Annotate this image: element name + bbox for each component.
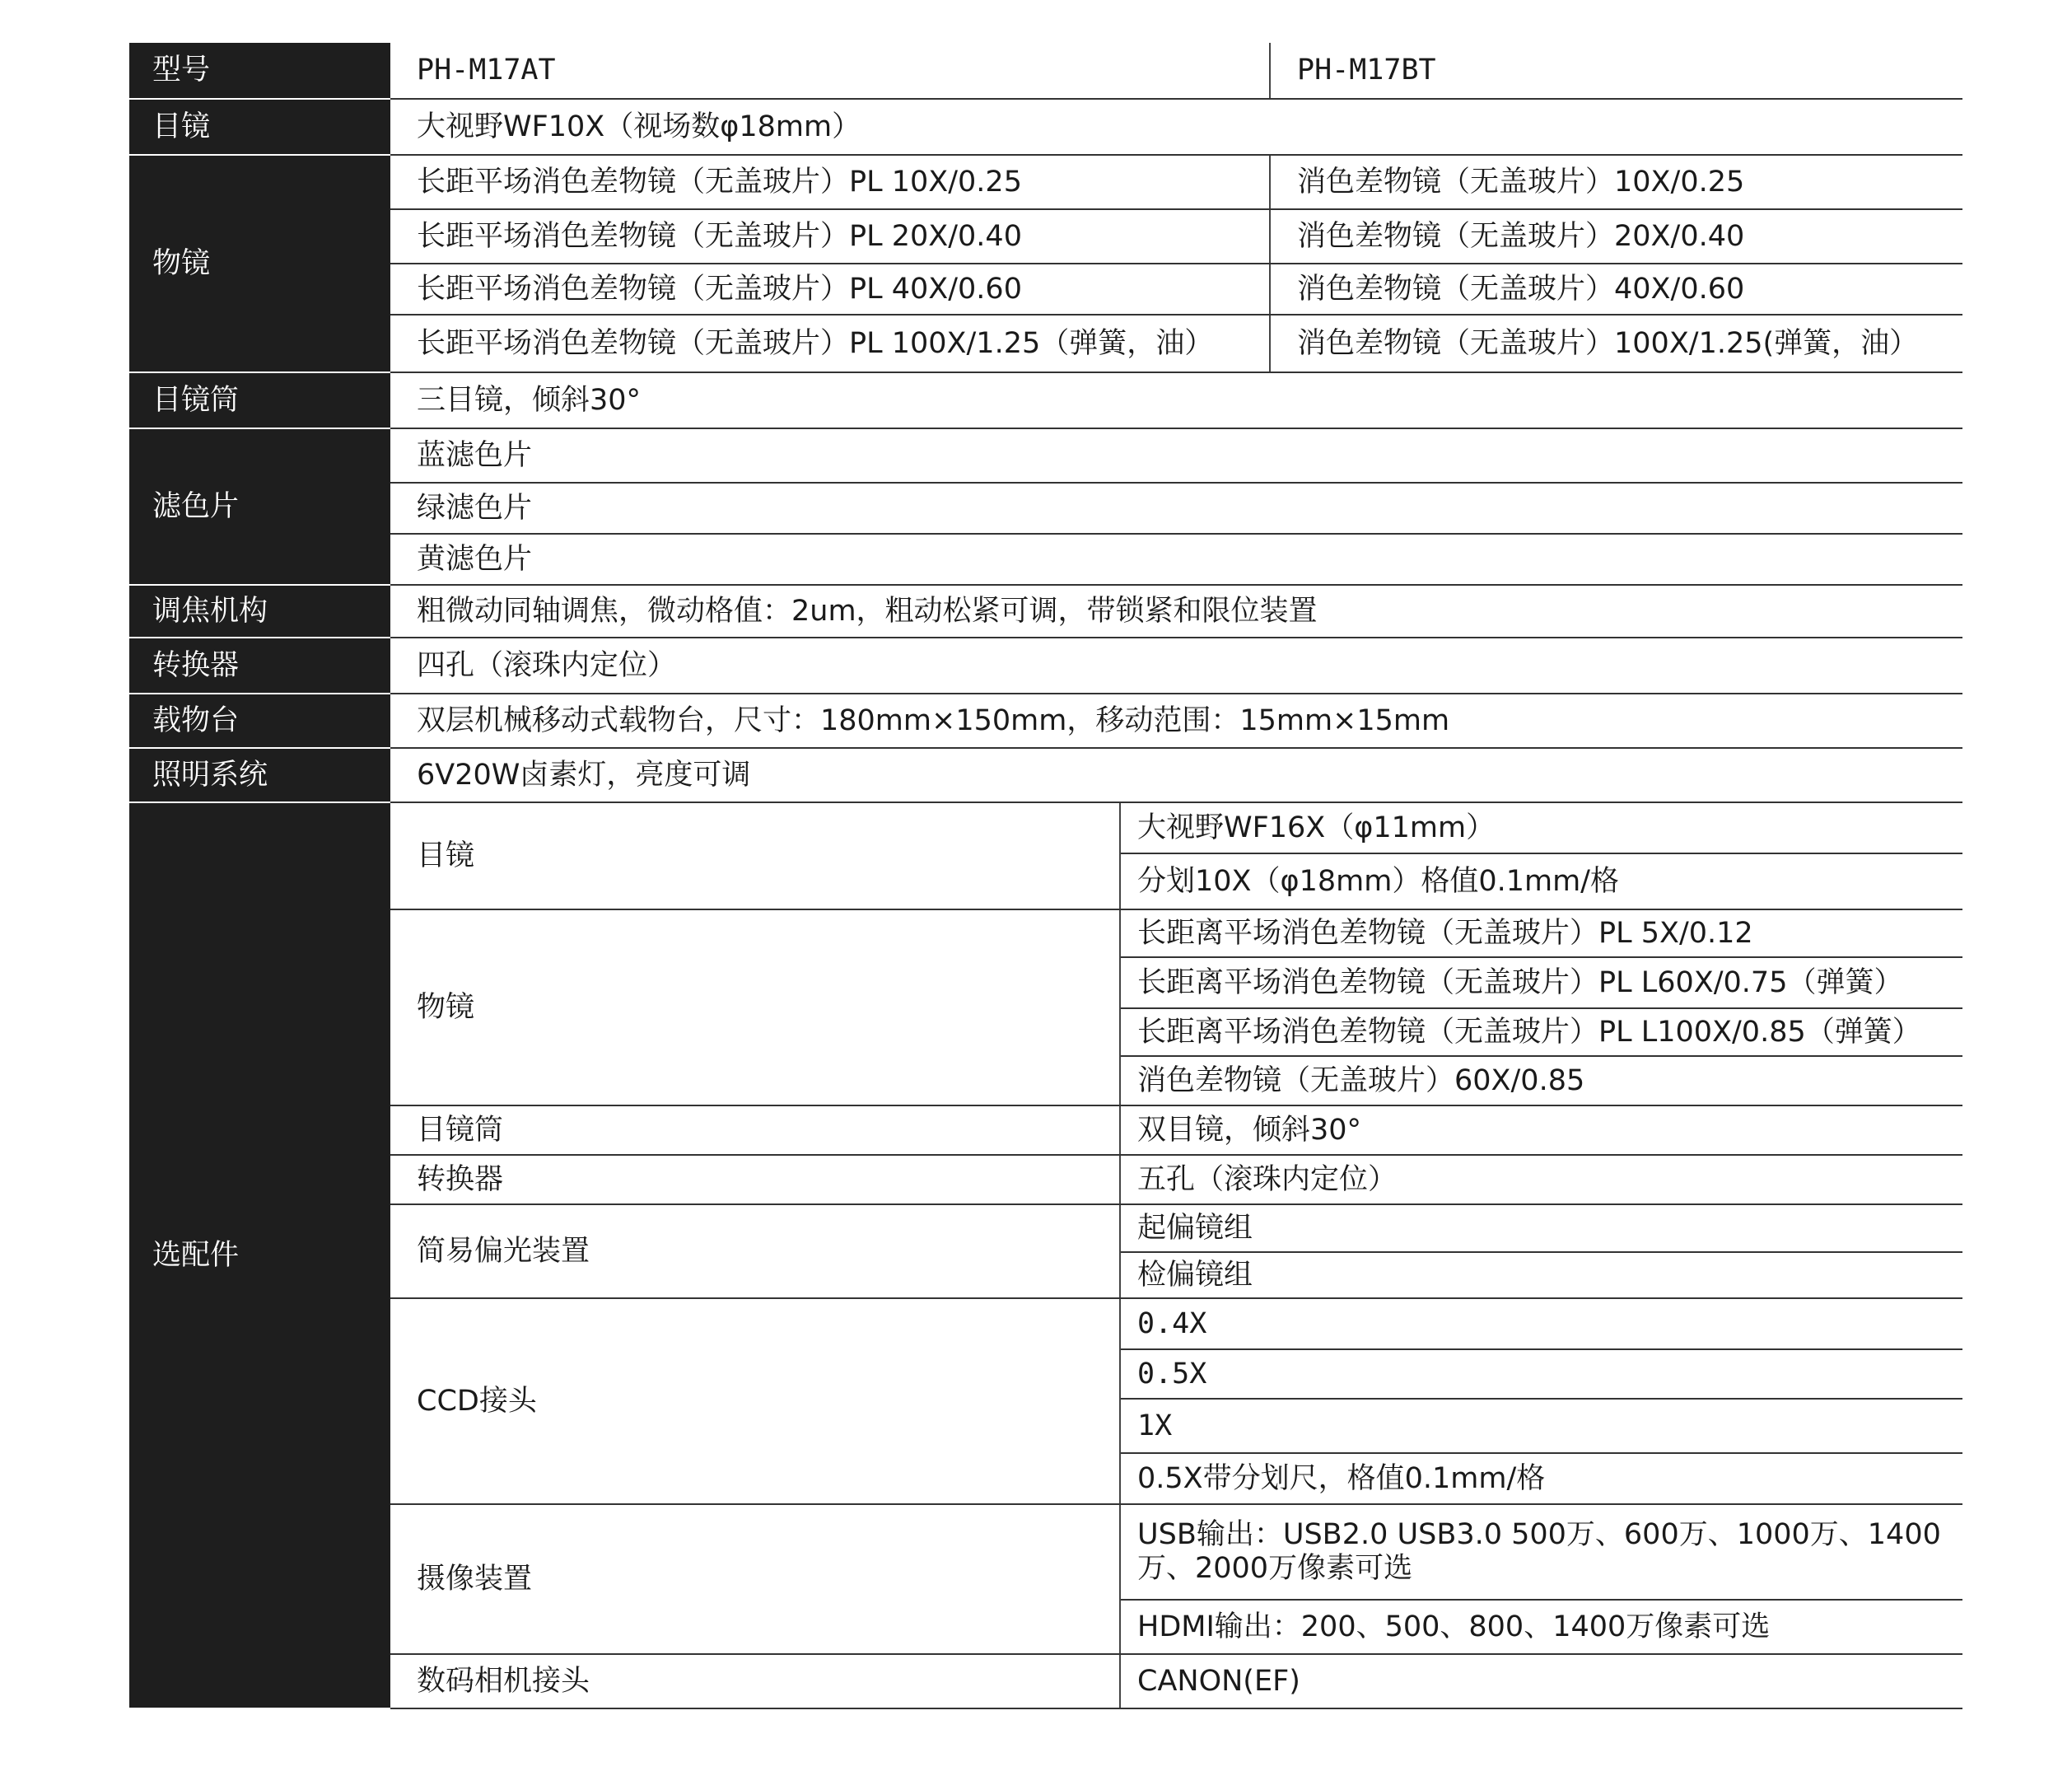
filter-value: 绿滤色片 — [390, 483, 1962, 534]
row-objective — [129, 264, 1962, 315]
label-stage: 载物台 — [129, 694, 390, 748]
option-group-name: 数码相机接头 — [390, 1654, 1120, 1708]
spec-table — [129, 43, 1962, 1709]
option-item: CANON(EF) — [1120, 1654, 1962, 1708]
option-item: 0.5X带分划尺，格值0.1mm/格 — [1120, 1453, 1962, 1504]
filter-value: 黄滤色片 — [390, 534, 1962, 585]
objective-b: 消色差物镜（无盖玻片）40X/0.60 — [1270, 264, 1962, 315]
label-options: 选配件 — [129, 802, 390, 1708]
row-option — [129, 1155, 1962, 1204]
option-item: 长距离平场消色差物镜（无盖玻片）PL 5X/0.12 — [1120, 909, 1962, 957]
option-group-name: 简易偏光装置 — [390, 1204, 1120, 1298]
row-objective — [129, 315, 1962, 372]
objective-b: 消色差物镜（无盖玻片）10X/0.25 — [1270, 155, 1962, 209]
row-tube — [129, 372, 1962, 428]
objective-b: 消色差物镜（无盖玻片）100X/1.25(弹簧，油） — [1270, 315, 1962, 372]
tube-value: 三目镜，倾斜30° — [390, 372, 1962, 428]
row-objective — [129, 209, 1962, 264]
eyepiece-value: 大视野WF10X（视场数φ18mm） — [390, 99, 1962, 155]
focus-value: 粗微动同轴调焦，微动格值：2um，粗动松紧可调，带锁紧和限位装置 — [390, 585, 1962, 638]
objective-a: 长距平场消色差物镜（无盖玻片）PL 20X/0.40 — [390, 209, 1270, 264]
model-a: PH-M17AT — [390, 43, 1270, 99]
label-tube: 目镜筒 — [129, 372, 390, 428]
option-group-name: 转换器 — [390, 1155, 1120, 1204]
label-eyepiece: 目镜 — [129, 99, 390, 155]
option-item: 长距离平场消色差物镜（无盖玻片）PL L100X/0.85（弹簧） — [1120, 1008, 1962, 1056]
label-objective: 物镜 — [129, 155, 390, 372]
option-item: USB输出：USB2.0 USB3.0 500万、600万、1000万、1400万、2000万像素可选 — [1120, 1504, 1962, 1600]
option-item: 起偏镜组 — [1120, 1204, 1962, 1252]
option-group-name: 目镜 — [390, 802, 1120, 909]
row-filter — [129, 534, 1962, 585]
stage-value: 双层机械移动式载物台，尺寸：180mm×150mm，移动范围：15mm×15mm — [390, 694, 1962, 748]
row-filter — [129, 483, 1962, 534]
option-item: 检偏镜组 — [1120, 1252, 1962, 1298]
row-option — [129, 1204, 1962, 1252]
option-item: 五孔（滚珠内定位） — [1120, 1155, 1962, 1204]
row-stage — [129, 694, 1962, 748]
option-item: 长距离平场消色差物镜（无盖玻片）PL L60X/0.75（弹簧） — [1120, 957, 1962, 1008]
option-group-name: 摄像装置 — [390, 1504, 1120, 1654]
option-group-name: CCD接头 — [390, 1298, 1120, 1504]
label-illumination: 照明系统 — [129, 748, 390, 802]
option-item: 分划10X（φ18mm）格值0.1mm/格 — [1120, 853, 1962, 909]
row-nosepiece — [129, 638, 1962, 694]
option-item: 0.5X — [1120, 1349, 1962, 1399]
row-option — [129, 1105, 1962, 1155]
label-filter: 滤色片 — [129, 428, 390, 585]
row-illumination — [129, 748, 1962, 802]
label-model: 型号 — [129, 43, 390, 99]
row-filter — [129, 428, 1962, 483]
label-nosepiece: 转换器 — [129, 638, 390, 694]
row-eyepiece — [129, 99, 1962, 155]
option-group-name: 物镜 — [390, 909, 1120, 1105]
objective-a: 长距平场消色差物镜（无盖玻片）PL 10X/0.25 — [390, 155, 1270, 209]
row-option — [129, 1298, 1962, 1349]
row-model — [129, 43, 1962, 99]
option-item: 消色差物镜（无盖玻片）60X/0.85 — [1120, 1056, 1962, 1105]
illumination-value: 6V20W卤素灯，亮度可调 — [390, 748, 1962, 802]
nosepiece-value: 四孔（滚珠内定位） — [390, 638, 1962, 694]
option-item: HDMI输出：200、500、800、1400万像素可选 — [1120, 1600, 1962, 1654]
model-b: PH-M17BT — [1270, 43, 1962, 99]
row-option — [129, 1504, 1962, 1600]
label-focus: 调焦机构 — [129, 585, 390, 638]
option-item: 0.4X — [1120, 1298, 1962, 1349]
row-focus — [129, 585, 1962, 638]
row-option — [129, 802, 1962, 853]
option-item: 大视野WF16X（φ11mm） — [1120, 802, 1962, 853]
objective-a: 长距平场消色差物镜（无盖玻片）PL 40X/0.60 — [390, 264, 1270, 315]
option-item: 1X — [1120, 1399, 1962, 1453]
option-group-name: 目镜筒 — [390, 1105, 1120, 1155]
option-item: 双目镜，倾斜30° — [1120, 1105, 1962, 1155]
objective-a: 长距平场消色差物镜（无盖玻片）PL 100X/1.25（弹簧，油） — [390, 315, 1270, 372]
objective-b: 消色差物镜（无盖玻片）20X/0.40 — [1270, 209, 1962, 264]
row-objective — [129, 155, 1962, 209]
row-option — [129, 1654, 1962, 1708]
filter-value: 蓝滤色片 — [390, 428, 1962, 483]
row-option — [129, 909, 1962, 957]
